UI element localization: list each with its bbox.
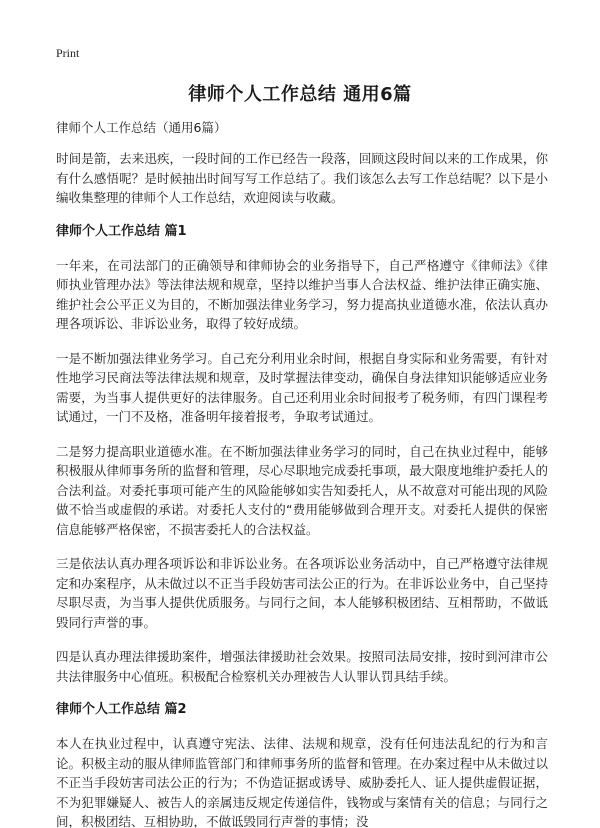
- section-paragraph: 三是依法认真办理各项诉讼和非诉讼业务。在各项诉讼业务活动中，自己严格遵守法律规定和办案程序，从未做过以不正当手段妨害司法公正的行为。在非诉讼业务中，自己坚持尽职尽责，为当事人提供优质服务。与同行之间，本人能够积极团结、互相帮助，不做诋毁同行声誉的事。: [56, 556, 548, 630]
- section-paragraph: 本人在执业过程中，认真遵守宪法、法律、法规和规章，没有任何违法乱纪的行为和言论。积极主动的服从律师监管部门和律师事务所的监督和管理。在办案过程中从未做过以不正当手段妨害司法公正的行为；不伪造证据或诱导、威胁委托人、证人提供虚假证据，不为犯罪嫌疑人、被告人的亲属违反规定传递信件，钱物或与案情有关的信息；与同行之间，积极团结、互相协助，不做诋毁同行声誉的事情；没: [56, 736, 548, 828]
- section-paragraph: 一年来，在司法部门的正确领导和律师协会的业务指导下，自己严格遵守《律师法》《律师执业管理办法》等法律法规和规章，坚持以维护当事人合法权益、维护法律正确实施、维护社会公平正义为目的，不断加强法律业务学习，努力提高执业道德水准，依法认真办理各项诉讼、非诉讼业务，取得了较好成绩。: [56, 257, 548, 331]
- section-heading: 律师个人工作总结 篇2: [56, 702, 187, 717]
- section-1: [56, 223, 548, 687]
- section-paragraph: 一是不断加强法律业务学习。自己充分利用业余时间，根据自身实际和业务需要，有针对性地学习民商法等法律法规和规章，及时掌握法律变动，确保自身法律知识能够适应业务需要，为当事人提供更好的法律服务。自己还利用业余时间报考了税务师，有四门课程考试通过，一门不及格，准备明年接着报考，争取考试通过。: [56, 350, 548, 424]
- section-paragraph: 四是认真办理法律援助案件，增强法律援助社会效果。按照司法局安排，按时到河津市公共法律服务中心值班。积极配合检察机关办理被告人认罪认罚具结手续。: [56, 649, 548, 684]
- document-subtitle: 律师个人工作总结（通用6篇）: [56, 120, 227, 135]
- section-paragraph: 二是努力提高职业道德水准。在不断加强法律业务学习的同时，自己在执业过程中，能够积极服从律师事务所的监督和管理，尽心尽职地完成委托事项，最大限度地维护委托人的合法利益。对委托事项可能产生的风险能够如实告知委托人，从不故意对可能出现的风险做不恰当或虚假的承诺。对委托人支付的“费用能够做到合理开支。对委托人提供的保密信息能够严格保密，不损害委托人的合法权益。: [56, 443, 548, 537]
- section-2: [56, 701, 548, 828]
- intro-paragraph: 时间是箭，去来迅疾，一段时间的工作已经告一段落，回顾这段时间以来的工作成果，你有什么感悟呢？是时候抽出时间写写工作总结了。我们该怎么去写工作总结呢？以下是小编收集整理的律师个人工作总结，欢迎阅读与收藏。: [56, 151, 548, 205]
- document-body: [56, 119, 548, 828]
- print-link[interactable]: Print: [56, 46, 80, 60]
- document-title: 律师个人工作总结 通用6篇: [188, 84, 412, 105]
- section-heading: 律师个人工作总结 篇1: [56, 223, 187, 239]
